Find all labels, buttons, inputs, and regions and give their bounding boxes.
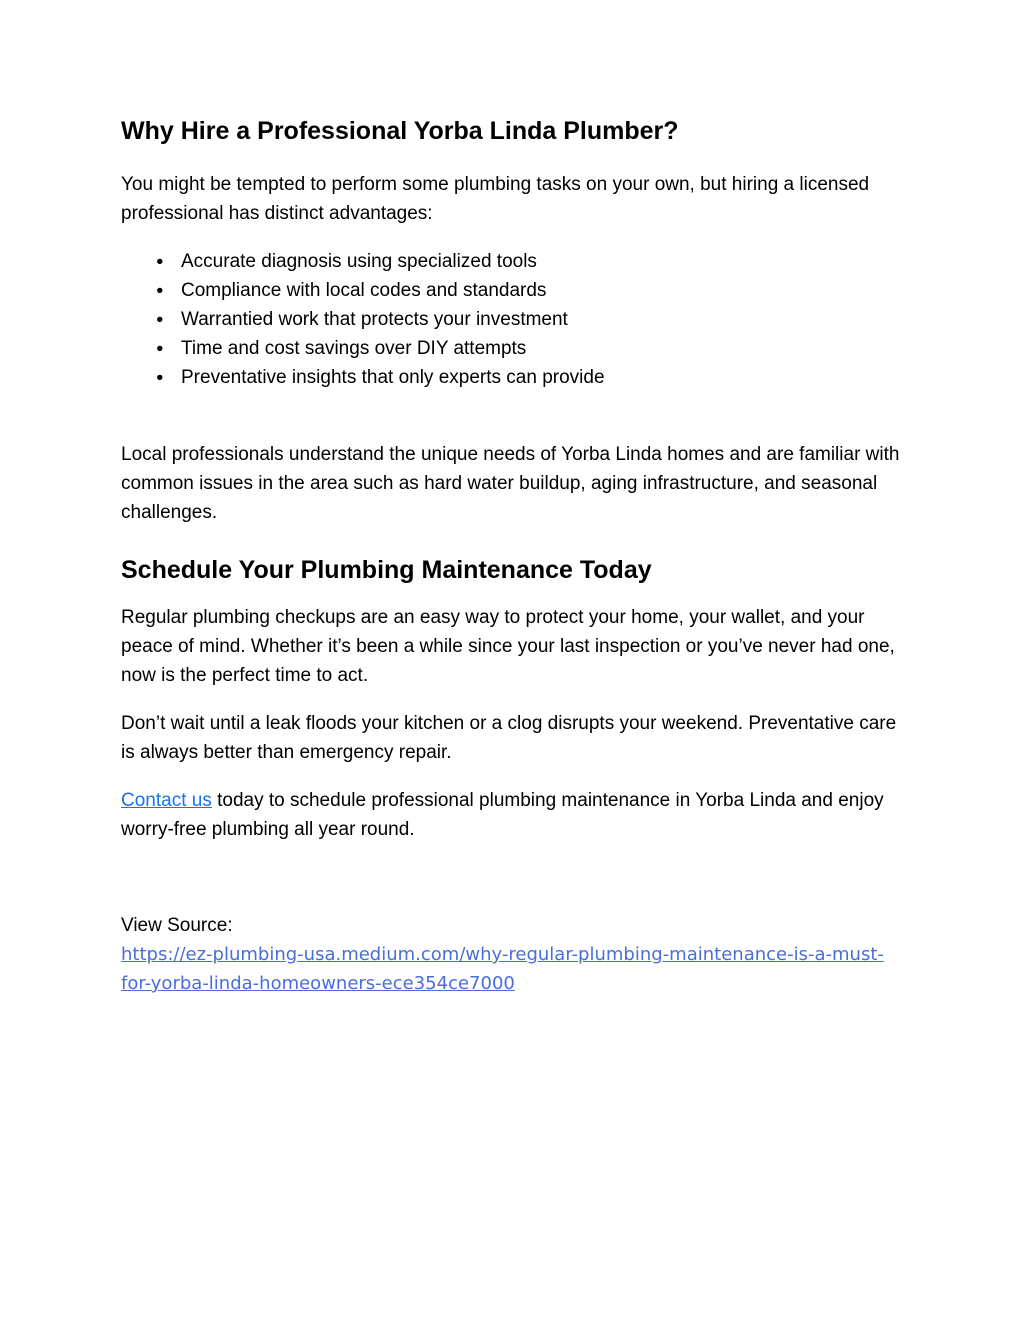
local-professionals-paragraph: Local professionals understand the unique needs of Yorba Linda homes and are familiar with common issues in the area such as hard water buildup, aging infrastructure, and seasonal challenges. <box>121 444 900 523</box>
contact-paragraph-text: today to schedule professional plumbing maintenance in Yorba Linda and enjoy worry-free plumbing all year round. <box>121 790 884 840</box>
contact-us-link[interactable]: Contact us <box>121 790 212 811</box>
bullet-item: ● Accurate diagnosis using specialized tools <box>121 247 905 276</box>
regular-checkups-paragraph: Regular plumbing checkups are an easy way to protect your home, your wallet, and your peace of mind. Whether it’s been a while since your last inspection or you’ve never had one, now is the perfect time to act. <box>121 607 895 686</box>
view-source-label: View Source: <box>121 915 233 936</box>
bullet-item: ● Warrantied work that protects your investment <box>121 305 905 334</box>
section-heading-schedule: Schedule Your Plumbing Maintenance Today <box>121 556 652 584</box>
intro-paragraph: You might be tempted to perform some plumbing tasks on your own, but hiring a licensed professional has distinct advantages: <box>121 174 870 224</box>
source-block <box>121 911 905 998</box>
contact-paragraph <box>121 786 905 844</box>
bullet-item: ● Preventative insights that only experts can provide <box>121 363 905 392</box>
source-url-line <box>121 940 889 998</box>
dont-wait-paragraph: Don’t wait until a leak floods your kitchen or a clog disrupts your weekend. Preventative care is always better than emergency repair. <box>121 713 897 763</box>
advantages-list <box>121 247 905 392</box>
section-heading-why-hire: Why Hire a Professional Yorba Linda Plumber? <box>121 117 679 145</box>
source-url-link[interactable]: https://ez-plumbing-usa.medium.com/why-regular-plumbing-maintenance-is-a-must-for-yorba-linda-homeowners-ece354ce7000 <box>121 944 884 994</box>
bullet-item: ● Compliance with local codes and standards <box>121 276 905 305</box>
bullet-item: ● Time and cost savings over DIY attempts <box>121 334 905 363</box>
